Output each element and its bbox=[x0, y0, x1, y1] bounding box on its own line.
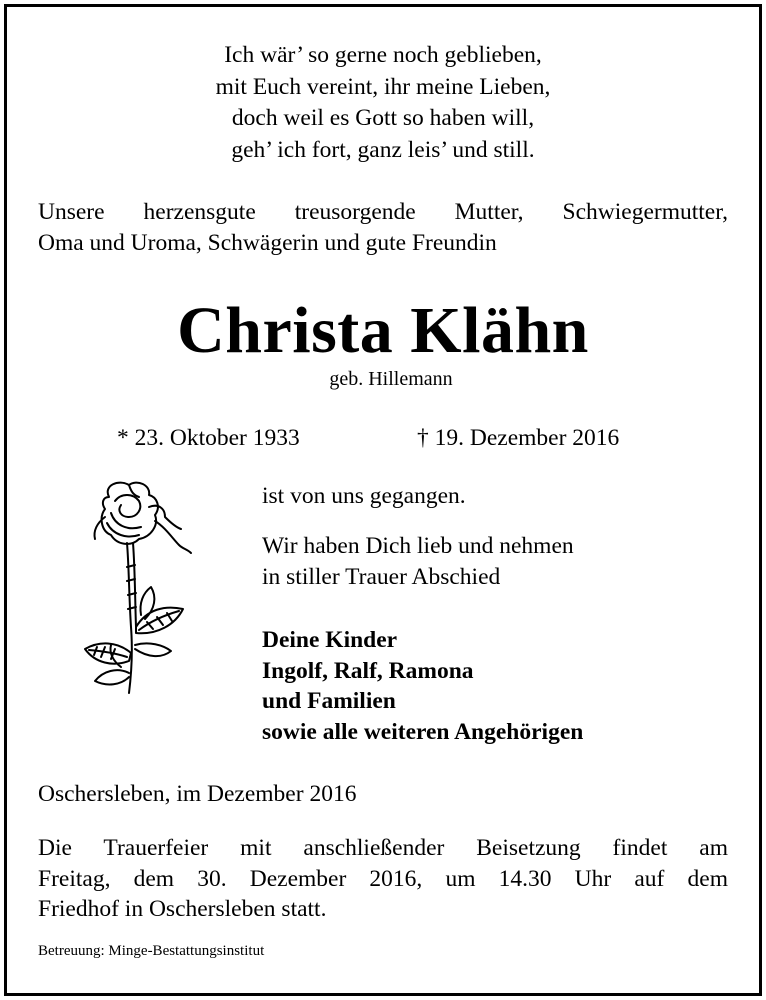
intro-line: Unsere herzensgute treusorgende Mutter, Schwiegermutter, bbox=[38, 199, 728, 225]
farewell-line: in stiller Trauer Abschied bbox=[262, 564, 501, 590]
birth-date: * 23. Oktober 1933 bbox=[117, 425, 300, 451]
funeral-line: Friedhof in Oschersleben statt. bbox=[38, 896, 327, 922]
funeral-home-credit: Betreuung: Minge-Bestattungsinstitut bbox=[38, 943, 265, 959]
poem-line: geh’ ich fort, ganz leis’ und still. bbox=[231, 136, 535, 163]
poem-line: mit Euch vereint, ihr meine Lieben, bbox=[215, 73, 551, 100]
poem-line: doch weil es Gott so haben will, bbox=[231, 105, 535, 131]
funeral-line: Freitag, dem 30. Dezember 2016, um 14.30 Uhr auf dem bbox=[38, 865, 728, 892]
poem-line: Ich wär’ so gerne noch geblieben, bbox=[224, 42, 542, 68]
intro-text bbox=[38, 197, 728, 259]
intro-line: Oma und Uroma, Schwägerin und gute Freundin bbox=[38, 230, 497, 256]
funeral-notice bbox=[38, 833, 728, 925]
obituary-card bbox=[4, 4, 762, 996]
mourner-line: Ingolf, Ralf, Ramona bbox=[262, 657, 474, 684]
mourners bbox=[262, 625, 583, 747]
deceased-name: Christa Klähn bbox=[177, 294, 589, 367]
death-date: † 19. Dezember 2016 bbox=[417, 425, 620, 451]
rose-icon bbox=[69, 477, 197, 699]
mourner-line: und Familien bbox=[262, 688, 396, 714]
place-date: Oschersleben, im Dezember 2016 bbox=[38, 781, 357, 807]
maiden-name: geb. Hillemann bbox=[329, 368, 453, 390]
mourner-line: Deine Kinder bbox=[262, 627, 398, 653]
farewell-text bbox=[262, 531, 574, 593]
farewell-line: Wir haben Dich lieb und nehmen bbox=[262, 533, 574, 559]
passed-text: ist von uns gegangen. bbox=[262, 483, 466, 509]
funeral-line: Die Trauerfeier mit anschließender Beisetzung findet am bbox=[38, 835, 728, 861]
poem bbox=[7, 40, 759, 166]
mourner-line: sowie alle weiteren Angehörigen bbox=[262, 718, 584, 745]
